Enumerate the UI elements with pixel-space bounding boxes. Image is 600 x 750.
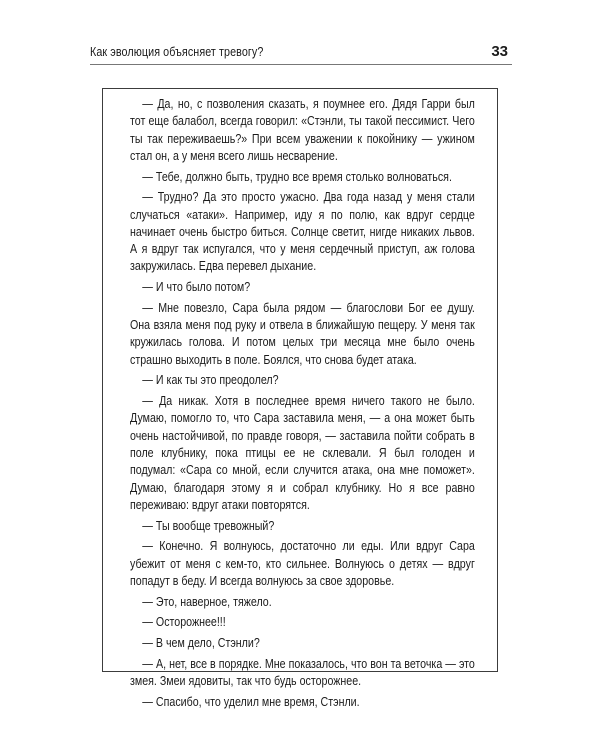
dialogue-paragraph: — В чем дело, Стэнли? bbox=[142, 634, 260, 650]
chapter-title: Как эволюция объясняет тревогу? bbox=[90, 45, 264, 59]
dialogue-paragraph: — Мне повезло, Сара была рядом — благослови Бог ее душу. Она взяла меня под руку и отвела в ближайшую пещеру. У меня так кружилась голова. И потом целых три месяца мне было очень страшно выходить в поле. Боялся, что снова будет атака. bbox=[130, 299, 475, 367]
header-rule bbox=[90, 64, 512, 65]
dialogue-paragraph: — Это, наверное, тяжело. bbox=[142, 593, 272, 609]
dialogue-paragraph: — Конечно. Я волнуюсь, достаточно ли еды. Или вдруг Сара убежит от меня с кем-то, кто сильнее. Волнуюсь о детях — вдруг попадут в беду. И всегда волнуюсь за свое здоровье. bbox=[130, 538, 475, 588]
dialogue-text bbox=[130, 95, 475, 713]
dialogue-paragraph: — Тебе, должно быть, трудно все время столько волноваться. bbox=[142, 168, 452, 184]
dialogue-paragraph: — Да, но, с позволения сказать, я поумнее его. Дядя Гарри был тот еще балабол, всегда говорил: «Стэнли, ты такой пессимист. Чего ты так переживаешь?» При всем уважении к покойнику — ужином стал он, а у меня всего лишь несварение. bbox=[130, 96, 475, 163]
dialogue-paragraph: — Ты вообще тревожный? bbox=[142, 517, 275, 533]
dialogue-paragraph: — Осторожнее!!! bbox=[142, 614, 226, 630]
dialogue-paragraph: — Трудно? Да это просто ужасно. Два года назад у меня стали случаться «атаки». Например, иду я по полю, как вдруг сердце начинает очень быстро биться. Солнце светит, нигде никаких львов. А я вдруг так испугался, что у меня сердечный приступ, аж голова закружилась. Едва перевел дыхание. bbox=[130, 189, 475, 274]
dialogue-paragraph: — Спасибо, что уделил мне время, Стэнли. bbox=[142, 693, 360, 709]
dialogue-paragraph: — И как ты это преодолел? bbox=[142, 372, 279, 388]
page-number: 33 bbox=[491, 43, 508, 60]
dialogue-paragraph: — Да никак. Хотя в последнее время ничего такого не было. Думаю, помогло то, что Сара заставила меня, — а она может быть очень настойчивой, по правде говоря, — заставила пойти собрать в поле клубнику, пока птицы ее не склевали. Я был голоден и подумал: «Сара со мной, если случится атака, она мне поможет». Думаю, благодаря этому я и собрал клубнику. Но я все равно переживаю: вдруг атаки повторятся. bbox=[130, 393, 475, 512]
dialogue-paragraph: — А, нет, все в порядке. Мне показалось, что вон та веточка — это змея. Змеи ядовиты, так что будь осторожнее. bbox=[130, 655, 475, 688]
dialogue-paragraph: — И что было потом? bbox=[142, 279, 251, 295]
